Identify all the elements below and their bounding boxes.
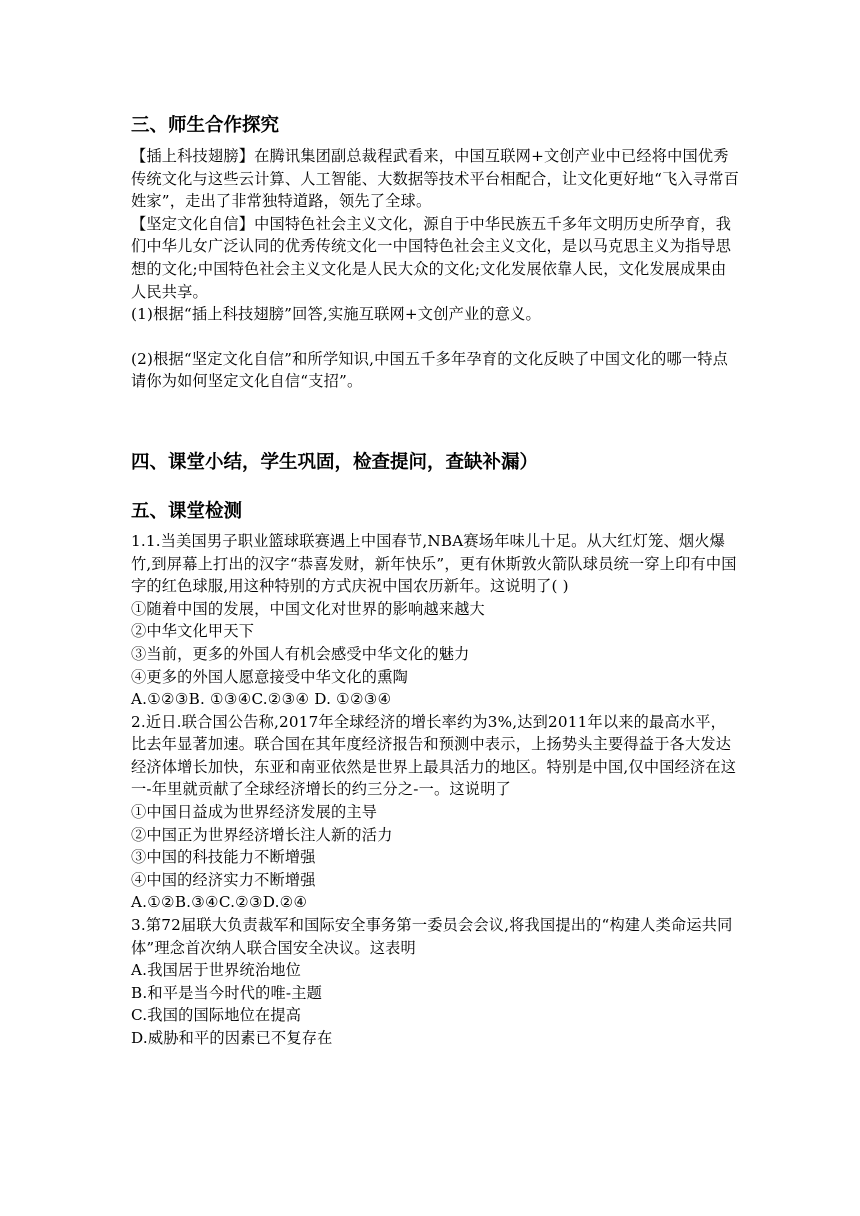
test-question-1-option: ④更多的外国人愿意接受中华文化的熏陶 [131, 667, 408, 686]
test-question-1-answers: A.①②③B. ①③④C.②③④ D. ①②③④ [131, 690, 392, 709]
question-2: (2)根据“坚定文化自信”和所学知识,中国五千多年孕育的文化反映了中国文化的哪一特点请你为如何坚定文化自信“支招”。 [131, 349, 729, 391]
test-question-2-stem: 2.近日.联合国公告称,2017年全球经济的增长率约为3%,达到2011年以来的最高水平，比去年显著加速。联合国在其年度经济报告和预测中表示，上扬势头主要得益于各大发达经济体增长加快，东亚和南亚依然是世界上最具活力的地区。特别是中国,仅中国经济在这一-年里就贡献了全球经济增长的约三分之-一。这说明了 [131, 712, 737, 799]
test-question-1-option: ①随着中国的发展，中国文化对世界的影响越来越大 [131, 599, 485, 618]
document-page [131, 110, 741, 1050]
section-3-heading: 三、师生合作探究 [131, 115, 280, 136]
test-question-2-option: ②中国正为世界经济增长注人新的活力 [131, 825, 393, 844]
test-question-1-option: ②中华文化甲天下 [131, 622, 255, 641]
test-question-3-option: C.我国的国际地位在提高 [131, 1006, 302, 1025]
question-1: (1)根据“插上科技翅膀”回答,实施互联网+文创产业的意义。 [131, 305, 541, 324]
test-question-2-answers: A.①②B.③④C.②③D.②④ [131, 893, 308, 912]
test-question-1-option: ③当前，更多的外国人有机会感受中华文化的魅力 [131, 644, 470, 663]
material-tech-wings: 【插上科技翅膀】在腾讯集团副总裁程武看来，中国互联网+文创产业中已经将中国优秀传统文化与这些云计算、人工智能、大数据等技术平台相配合，让文化更好地“飞入寻常百姓家”，走出了非常独特道路，领先了全球。 [131, 147, 740, 211]
test-question-3-option: D.威胁和平的因素已不复存在 [131, 1029, 333, 1047]
test-question-2-option: ④中国的经济实力不断增强 [131, 870, 316, 889]
test-question-3-option: B.和平是当今时代的唯-主题 [131, 983, 322, 1002]
test-question-3-option: A.我国居于世界统治地位 [131, 961, 302, 980]
test-question-1-stem: 1.1.当美国男子职业篮球联赛遇上中国春节,NBA赛场年味儿十足。从大红灯笼、烟火爆竹,到屏幕上打出的汉字“恭喜发财，新年快乐”，更有休斯敦火箭队球员统一穿上印有中国字的红色球服,用这种特别的方式庆祝中国农历新年。这说明了( ) [131, 531, 737, 596]
test-question-2-option: ①中国日益成为世界经济发展的主导 [131, 803, 378, 822]
material-cultural-confidence: 【坚定文化自信】中国特色社会主义文化，源自于中华民族五千多年文明历史所孕育，我们中华儿女广泛认同的优秀传统文化一中国特色社会主义文化，是以马克思主义为指导思想的文化;中国特色社会主义文化是人民大众的文化;文化发展依靠人民，文化发展成果由人民共享。 [131, 214, 732, 301]
section-4-heading: 四、课堂小结，学生巩固，检查提问，查缺补漏） [131, 451, 539, 473]
test-question-2-option: ③中国的科技能力不断增强 [131, 848, 316, 867]
section-5-heading: 五、课堂检测 [131, 500, 243, 522]
test-question-3-stem: 3.第72届联大负责裁军和国际安全事务第一委员会会议,将我国提出的“构建人类命运共同体”理念首次纳人联合国安全决议。这表明 [131, 916, 733, 957]
